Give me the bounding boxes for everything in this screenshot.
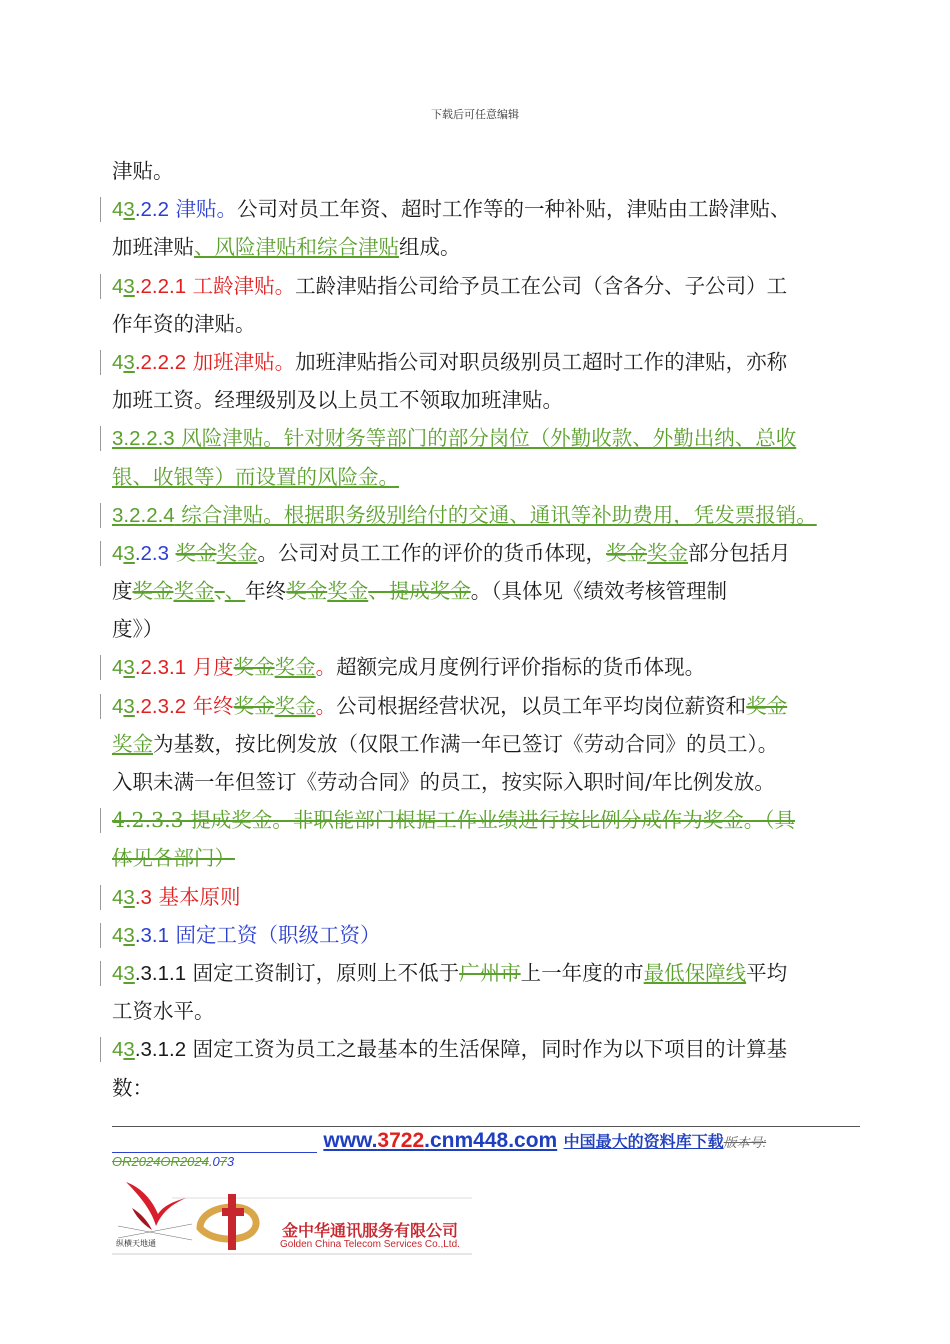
section-heading-3-2-3: 43.2.3 奖金奖金。公司对员工工作的评价的货币体现，奖金奖金部分包括月 (112, 534, 862, 572)
change-bar (100, 197, 101, 222)
section-title: 津贴 (175, 197, 217, 222)
paragraph-line: 加班工资。经理级别及以上员工不领取加班津贴。 (112, 388, 563, 413)
paragraph-line: 数： (112, 1075, 153, 1100)
section-number-rest: .2.2 (134, 198, 170, 222)
change-bar (100, 655, 101, 680)
section-text: 加班津贴指公司对职员级别员工超时工作的津贴，亦称 (295, 349, 788, 374)
company-name-en: Golden China Telecom Services Co.,Ltd. (280, 1239, 460, 1250)
golden-china-logo-icon (200, 1194, 256, 1250)
section-title: 工龄津贴。 (192, 273, 296, 298)
paragraph-line: 度奖金奖金、、年终奖金奖金、提成奖金。（具体见《绩效考核管理制 (112, 579, 727, 604)
change-bar (100, 274, 101, 299)
change-bar (100, 350, 101, 375)
paragraph-line: 入职未满一年但签订《劳动合同》的员工，按实际入职时间/年比例发放。 (112, 770, 775, 794)
deleted-text: 奖金 (132, 579, 174, 604)
section-number: 43 (112, 656, 135, 680)
inserted-text: 奖金 (647, 540, 689, 565)
section-heading-3-3-1-2: 43.3.1.2 固定工资为员工之最基本的生活保障，同时作为以下项目的计算基 (112, 1030, 862, 1068)
section-text: 工龄津贴指公司给予员工在公司（含各分、子公司）工 (295, 273, 788, 298)
deleted-text: 奖金 (233, 655, 275, 680)
inserted-text: 最低保障线 (643, 960, 747, 985)
section-title: 固定工资（职级工资） (175, 922, 381, 947)
section-number: 43 (112, 885, 135, 909)
deleted-section-4-2-3-3: 4.2.3.3 提成奖金。非职能部门根据工作业绩进行按比例分成作为奖金。（具 (112, 801, 862, 839)
bird-logo-icon (118, 1182, 192, 1240)
inserted-text: 奖金 (173, 579, 215, 604)
section-number: 43 (112, 350, 135, 374)
change-bar (100, 808, 101, 833)
small-logo-text: 纵横天地通 (116, 1239, 156, 1248)
paragraph-line: 度》） (112, 617, 164, 642)
deleted-paragraph-line: 体见各部门） (112, 846, 235, 871)
inserted-text: 、风险津贴和综合津贴 (194, 235, 399, 260)
change-bar (100, 694, 101, 719)
change-bar (100, 885, 101, 910)
company-name-cn: 金中华通讯服务有限公司 (282, 1221, 459, 1240)
deleted-text: 奖金 (233, 693, 275, 718)
change-bar (100, 426, 101, 451)
paragraph-line: 加班津贴、风险津贴和综合津贴组成。 (112, 235, 461, 260)
section-text: 公司对员工年资、超时工作等的一种补贴，津贴由工龄津贴、 (237, 197, 791, 222)
inserted-text: 、 (224, 579, 246, 604)
section-number: 43 (112, 961, 135, 985)
version-code: OR2024OR2024.073 (112, 1154, 235, 1169)
version-label: 版本号: (723, 1135, 767, 1150)
section-heading-3-2-3-2: 43.2.3.2 年终奖金奖金。公司根据经营状况，以员工年平均岗位薪资和奖金 (112, 687, 862, 725)
inserted-text: 奖金 (112, 731, 153, 756)
inserted-text: 奖金 (274, 655, 316, 680)
document-body (112, 152, 862, 1107)
section-heading-3-3: 43.3 基本原则 (112, 878, 862, 916)
deleted-text: 奖金 (286, 579, 328, 604)
change-bar (100, 1037, 101, 1062)
change-bar (100, 503, 101, 528)
change-bar (100, 923, 101, 948)
inserted-text: 奖金 (274, 693, 316, 718)
section-number: 43 (112, 198, 135, 222)
deleted-text: 广州市 (459, 960, 521, 985)
section-heading-3-2-2-2: 43.2.2.2 加班津贴。加班津贴指公司对职员级别员工超时工作的津贴，亦称 (112, 343, 862, 381)
deleted-text: 奖金 (606, 540, 648, 565)
section-heading-3-2-2-1: 43.2.2.1 工龄津贴。工龄津贴指公司给予员工在公司（含各分、子公司）工 (112, 267, 862, 305)
inserted-text: 奖金 (327, 579, 369, 604)
inserted-text: 奖金 (216, 540, 258, 565)
footer-logos (112, 1168, 482, 1258)
footer-link[interactable]: www.3722.cnm448.com (323, 1129, 558, 1152)
section-number: 43 (112, 923, 135, 947)
deleted-text: 奖金 (746, 693, 788, 718)
inserted-section-3-2-2-4: 3.2.2.4 综合津贴。根据职务级别给付的交通、通讯等补助费用，凭发票报销。 (112, 496, 862, 534)
section-number: 43 (112, 1038, 135, 1062)
paragraph-line: 作年资的津贴。 (112, 311, 256, 336)
inserted-paragraph-line: 银、收银等）而设置的风险金。 (112, 464, 399, 489)
deleted-text: 、 (214, 579, 225, 604)
section-heading-3-3-1: 43.3.1 固定工资（职级工资） (112, 916, 862, 954)
section-number: 43 (112, 274, 135, 298)
footer-underline (112, 1134, 317, 1153)
page-header: 下载后可任意编辑 (431, 108, 519, 121)
section-heading-3-2-3-1: 43.2.3.1 月度奖金奖金。超额完成月度例行评价指标的货币体现。 (112, 648, 862, 686)
section-heading-3-2-2: 43.2.2 津贴。公司对员工年资、超时工作等的一种补贴，津贴由工龄津贴、 (112, 190, 862, 228)
section-title: 加班津贴。 (192, 349, 296, 374)
footer-slogan: 中国最大的资料库下载 (563, 1132, 724, 1151)
paragraph-line: 奖金为基数，按比例发放（仅限工作满一年已签订《劳动合同》的员工）。 (112, 731, 779, 756)
text: 津贴。 (112, 159, 174, 183)
section-number: 43 (112, 694, 135, 718)
deleted-text: 、提成奖金 (368, 579, 471, 604)
section-heading-3-3-1-1: 43.3.1.1 固定工资制订，原则上不低于广州市上一年度的市最低保障线平均 (112, 954, 862, 992)
deleted-text: 奖金 (175, 540, 217, 565)
section-number: 43 (112, 541, 135, 565)
paragraph-line: 工资水平。 (112, 999, 215, 1024)
footer-rule (112, 1126, 860, 1127)
change-bar (100, 961, 101, 986)
section-title: 基本原则 (158, 884, 241, 909)
inserted-section-3-2-2-3: 3.2.2.3 风险津贴。针对财务等部门的部分岗位（外勤收款、外勤出纳、总收 (112, 419, 862, 457)
change-bar (100, 541, 101, 566)
paragraph-line (112, 152, 862, 190)
footer-banner (112, 1128, 872, 1153)
